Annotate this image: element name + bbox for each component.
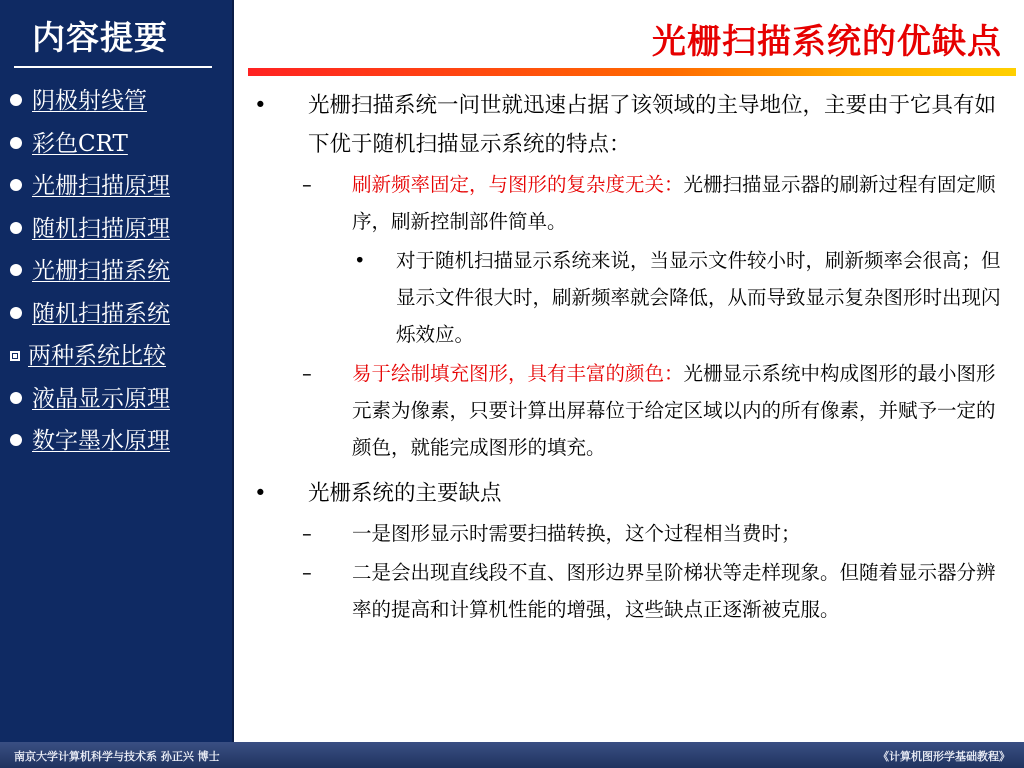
bullet-dot-icon <box>10 137 22 149</box>
sidebar-title: 内容提要 <box>32 18 168 57</box>
footer-bar <box>0 742 1024 768</box>
nav-item-raster-system[interactable]: 光栅扫描系统 <box>10 252 170 295</box>
subpoint-scan-conversion: – 一是图形显示时需要扫描转换，这个过程相当费时； <box>246 515 1006 552</box>
bullet-dot-icon <box>10 264 22 276</box>
bullet-disadvantages: • 光栅系统的主要缺点 <box>246 474 1006 513</box>
title-accent-bar <box>248 68 1016 76</box>
bullet-square-icon <box>10 351 20 361</box>
slide-content <box>246 84 1006 628</box>
footer-author: 南京大学计算机科学与技术系 孙正兴 博士 <box>14 750 220 763</box>
bullet-marker: • <box>254 481 267 506</box>
bullet-marker: • <box>354 249 366 272</box>
subpoint-aliasing: – 二是会出现直线段不直、图形边界呈阶梯状等走样现象。但随着显示器分辨率的提高和计算机性能的增强，这些缺点正逐渐被克服。 <box>246 554 1006 628</box>
bullet-dot-icon <box>10 222 22 234</box>
dash-marker: – <box>302 522 312 545</box>
sidebar-divider <box>14 66 212 68</box>
bullet-advantages: • 光栅扫描系统一问世就迅速占据了该领域的主导地位，主要由于它具有如下优于随机扫描显示系统的特点： <box>246 86 1006 164</box>
nav-item-raster-principle[interactable]: 光栅扫描原理 <box>10 167 170 210</box>
subpoint-fill-color: – 易于绘制填充图形，具有丰富的颜色：光栅显示系统中构成图形的最小图形元素为像素，只要计算出屏幕位于给定区域以内的所有像素，并赋予一定的颜色，就能完成图形的填充。 <box>246 355 1006 466</box>
bullet-dot-icon <box>10 94 22 106</box>
bullet-dot-icon <box>10 434 22 446</box>
highlight-text: 刷新频率固定，与图形的复杂度无关： <box>352 173 684 196</box>
sidebar-nav <box>10 82 170 465</box>
dash-marker: – <box>302 173 312 196</box>
nav-item-crt-tube[interactable]: 阴极射线管 <box>10 82 170 125</box>
nav-item-random-system[interactable]: 随机扫描系统 <box>10 295 170 338</box>
dash-marker: – <box>302 362 312 385</box>
nav-item-digital-ink[interactable]: 数字墨水原理 <box>10 422 170 465</box>
subsubpoint-random-flicker: • 对于随机扫描显示系统来说，当显示文件较小时，刷新频率会很高；但显示文件很大时，刷新频率就会降低，从而导致显示复杂图形时出现闪烁效应。 <box>246 242 1006 353</box>
nav-item-color-crt[interactable]: 彩色CRT <box>10 125 170 168</box>
dash-marker: – <box>302 561 312 584</box>
bullet-marker: • <box>254 93 267 118</box>
bullet-dot-icon <box>10 307 22 319</box>
highlight-text: 易于绘制填充图形，具有丰富的颜色： <box>352 362 684 385</box>
bullet-dot-icon <box>10 392 22 404</box>
sidebar <box>0 0 234 742</box>
nav-item-random-principle[interactable]: 随机扫描原理 <box>10 210 170 253</box>
footer-course: 《计算机图形学基础教程》 <box>878 750 1010 763</box>
bullet-dot-icon <box>10 179 22 191</box>
slide-title: 光栅扫描系统的优缺点 <box>652 22 1002 62</box>
nav-item-comparison[interactable]: 两种系统比较 <box>10 337 170 380</box>
subpoint-fixed-refresh: – 刷新频率固定，与图形的复杂度无关：光栅扫描显示器的刷新过程有固定顺序，刷新控制部件简单。 <box>246 166 1006 240</box>
nav-item-lcd-principle[interactable]: 液晶显示原理 <box>10 380 170 423</box>
